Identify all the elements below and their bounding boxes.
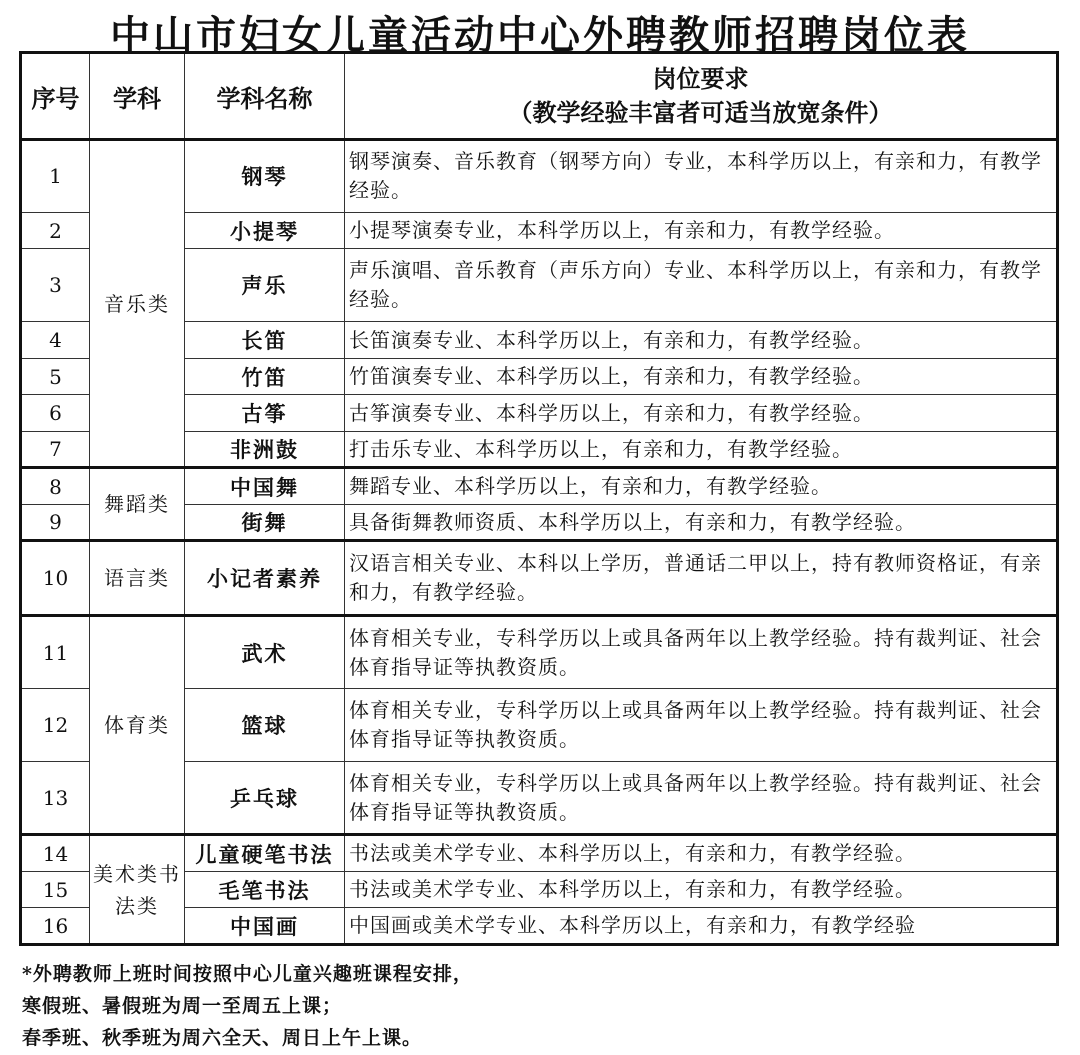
- table-row: [21, 140, 1058, 213]
- subject-name: 篮球: [185, 689, 345, 762]
- subject-name: 钢琴: [185, 140, 345, 213]
- row-number: 14: [21, 835, 90, 871]
- category-cell: 舞蹈类: [90, 468, 185, 541]
- header-subject: 学科: [90, 53, 185, 140]
- requirement-text: 书法或美术学专业、本科学历以上，有亲和力，有教学经验。: [345, 835, 1058, 871]
- header-requirement: [345, 53, 1058, 140]
- footnote-line: 寒假班、暑假班为周一至周五上课；: [22, 995, 343, 1017]
- category-cell: 美术类书法类: [90, 835, 185, 945]
- page-title: 中山市妇女儿童活动中心外聘教师招聘岗位表: [110, 12, 970, 59]
- subject-name: 街舞: [185, 504, 345, 540]
- row-number: 1: [21, 140, 90, 213]
- category-cell: 体育类: [90, 616, 185, 835]
- row-number: 7: [21, 431, 90, 467]
- table-row: [21, 616, 1058, 689]
- row-number: 6: [21, 395, 90, 431]
- header-subject-name: 学科名称: [185, 53, 345, 140]
- requirement-text: 古筝演奏专业、本科学历以上，有亲和力，有教学经验。: [345, 395, 1058, 431]
- requirement-text: 钢琴演奏、音乐教育（钢琴方向）专业，本科学历以上，有亲和力，有教学经验。: [345, 140, 1058, 213]
- row-number: 5: [21, 358, 90, 394]
- requirement-text: 体育相关专业，专科学历以上或具备两年以上教学经验。持有裁判证、社会体育指导证等执教资质。: [345, 689, 1058, 762]
- row-number: 4: [21, 322, 90, 358]
- requirement-text: 汉语言相关专业、本科以上学历，普通话二甲以上，持有教师资格证，有亲和力，有教学经验。: [345, 541, 1058, 616]
- row-number: 13: [21, 762, 90, 835]
- table-row: [21, 541, 1058, 616]
- requirement-text: 打击乐专业、本科学历以上，有亲和力，有教学经验。: [345, 431, 1058, 467]
- subject-name: 非洲鼓: [185, 431, 345, 467]
- requirement-text: 声乐演唱、音乐教育（声乐方向）专业、本科学历以上，有亲和力，有教学经验。: [345, 249, 1058, 322]
- row-number: 10: [21, 541, 90, 616]
- row-number: 16: [21, 908, 90, 945]
- requirement-text: 书法或美术学专业、本科学历以上，有亲和力，有教学经验。: [345, 871, 1058, 907]
- requirement-text: 中国画或美术学专业、本科学历以上，有亲和力，有教学经验: [345, 908, 1058, 945]
- category-cell: 音乐类: [90, 140, 185, 468]
- subject-name: 乒乓球: [185, 762, 345, 835]
- row-number: 8: [21, 468, 90, 504]
- footnotes: [22, 958, 473, 1054]
- row-number: 9: [21, 504, 90, 540]
- header-requirement-line1: 岗位要求: [652, 64, 749, 94]
- subject-name: 小记者素养: [185, 541, 345, 616]
- requirement-text: 竹笛演奏专业、本科学历以上，有亲和力，有教学经验。: [345, 358, 1058, 394]
- requirement-text: 体育相关专业，专科学历以上或具备两年以上教学经验。持有裁判证、社会体育指导证等执教资质。: [345, 762, 1058, 835]
- table-row: [21, 468, 1058, 504]
- job-table: [19, 51, 1059, 946]
- header-index: 序号: [21, 53, 90, 140]
- subject-name: 毛笔书法: [185, 871, 345, 907]
- row-number: 11: [21, 616, 90, 689]
- footnote-line: 春季班、秋季班为周六全天、周日上午上课。: [22, 1027, 423, 1049]
- subject-name: 武术: [185, 616, 345, 689]
- row-number: 2: [21, 212, 90, 248]
- row-number: 12: [21, 689, 90, 762]
- requirement-text: 具备街舞教师资质、本科学历以上，有亲和力，有教学经验。: [345, 504, 1058, 540]
- table-row: [21, 835, 1058, 871]
- subject-name: 古筝: [185, 395, 345, 431]
- subject-name: 长笛: [185, 322, 345, 358]
- row-number: 15: [21, 871, 90, 907]
- header-requirement-line2: （教学经验丰富者可适当放宽条件）: [508, 98, 893, 127]
- requirement-text: 小提琴演奏专业，本科学历以上，有亲和力，有教学经验。: [345, 212, 1058, 248]
- subject-name: 小提琴: [185, 212, 345, 248]
- row-number: 3: [21, 249, 90, 322]
- requirement-text: 舞蹈专业、本科学历以上，有亲和力，有教学经验。: [345, 468, 1058, 504]
- requirement-text: 长笛演奏专业、本科学历以上，有亲和力，有教学经验。: [345, 322, 1058, 358]
- footnote-line: *外聘教师上班时间按照中心儿童兴趣班课程安排，: [22, 963, 473, 985]
- requirement-text: 体育相关专业，专科学历以上或具备两年以上教学经验。持有裁判证、社会体育指导证等执教资质。: [345, 616, 1058, 689]
- subject-name: 中国舞: [185, 468, 345, 504]
- category-cell: 语言类: [90, 541, 185, 616]
- subject-name: 儿童硬笔书法: [185, 835, 345, 871]
- subject-name: 声乐: [185, 249, 345, 322]
- subject-name: 中国画: [185, 908, 345, 945]
- subject-name: 竹笛: [185, 358, 345, 394]
